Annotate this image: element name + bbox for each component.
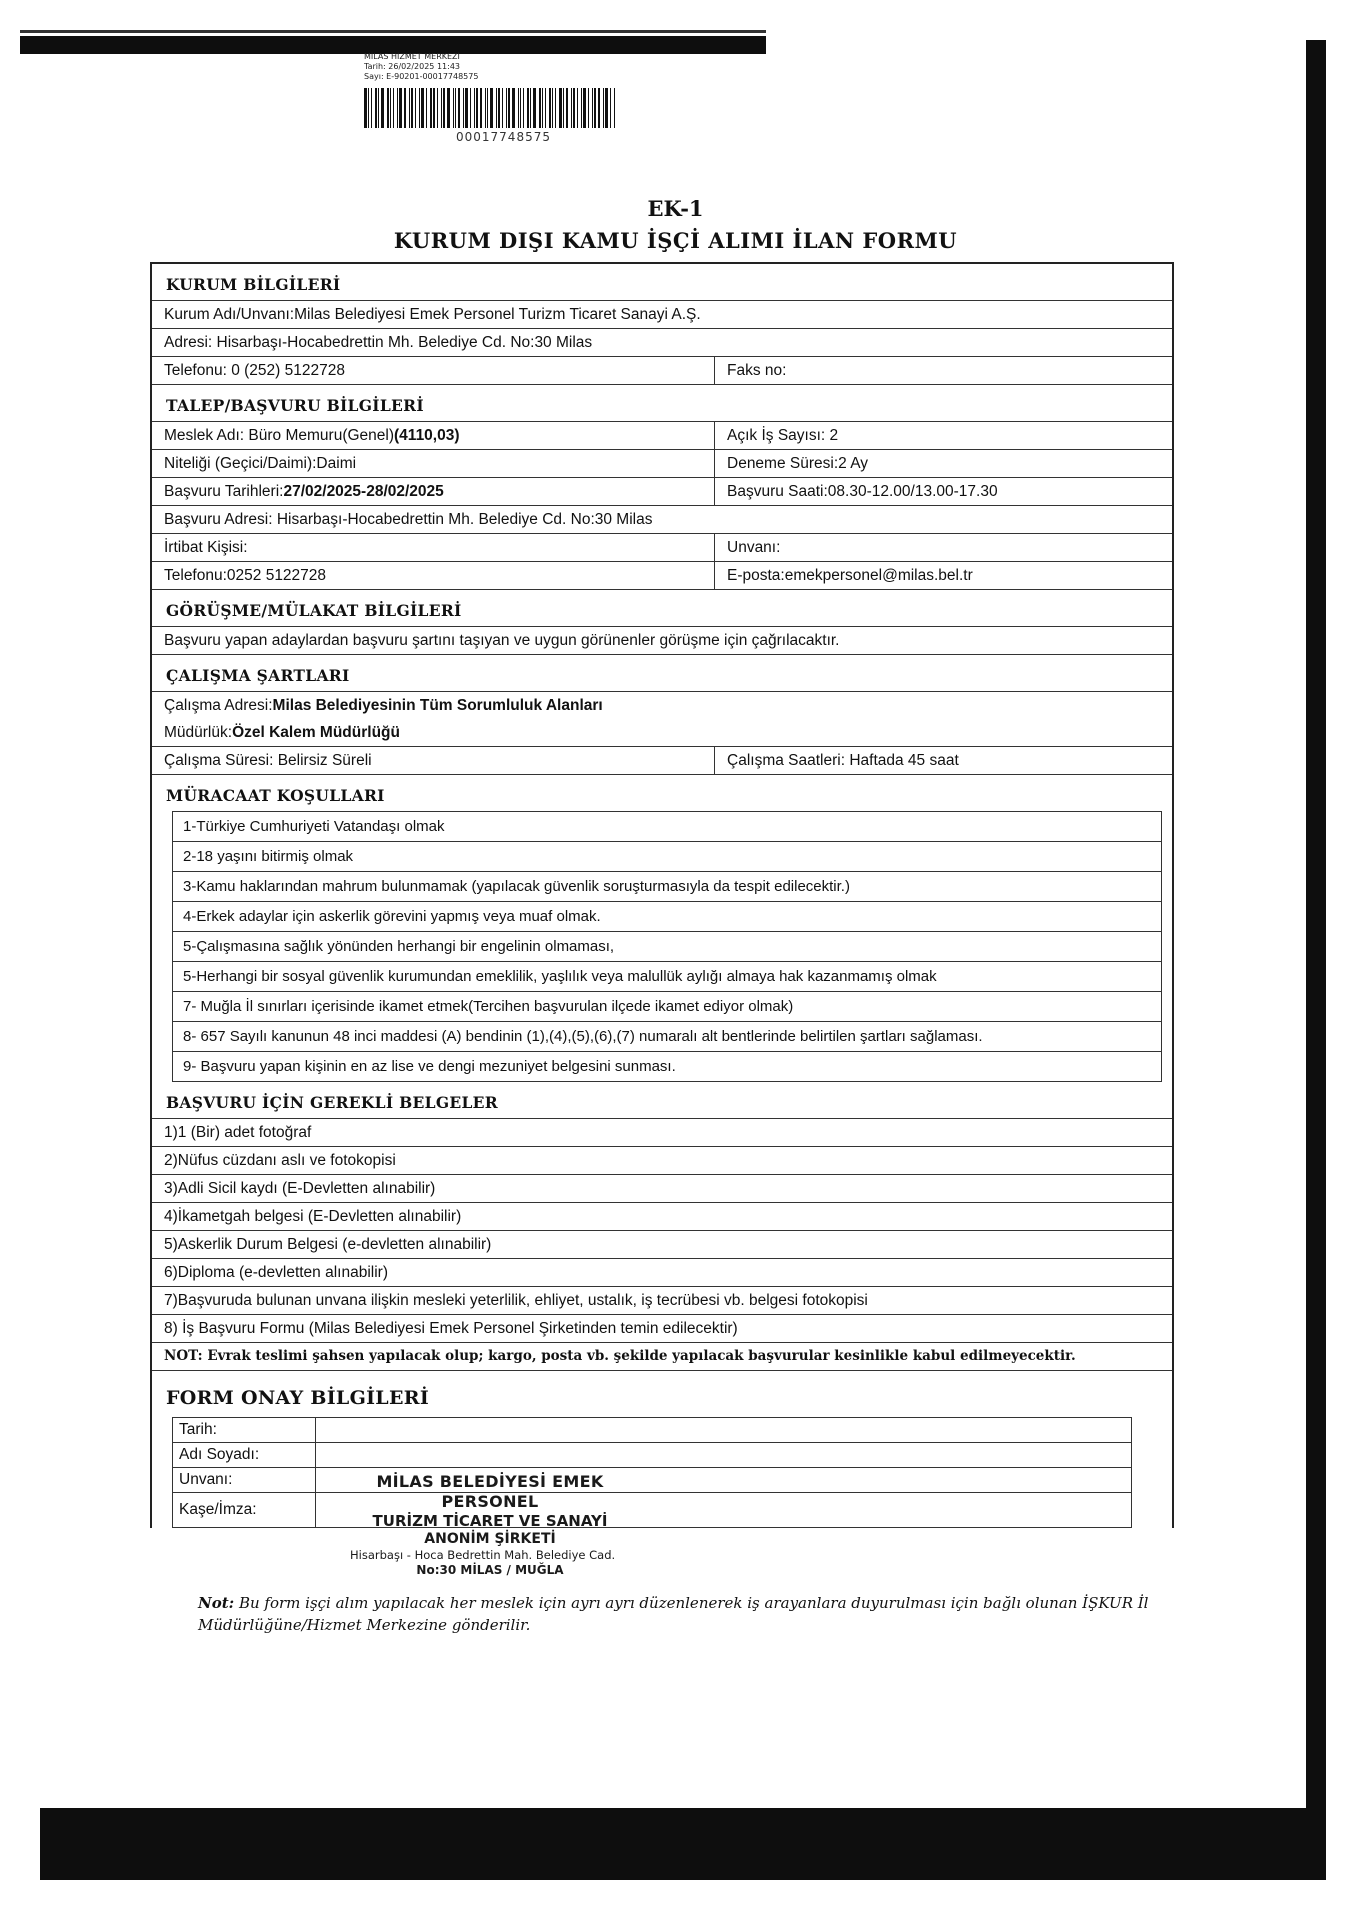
section-heading-belgeler: BAŞVURU İÇİN GEREKLİ BELGELER	[166, 1092, 498, 1112]
gorusme-text-row	[152, 627, 1172, 655]
talep-nitelik-row	[152, 450, 1172, 478]
talep-saati: Başvuru Saati:08.30-12.00/13.00-17.30	[727, 483, 998, 500]
list-item	[173, 962, 1161, 992]
barcode-bar	[441, 88, 442, 128]
condition-7: 7- Muğla İl sınırları içerisinde ikamet etmek(Tercihen başvurulan ilçede ikamet ediyor olmak)	[183, 998, 794, 1015]
barcode	[364, 88, 636, 128]
barcode-bar	[387, 88, 389, 128]
barcode-bar	[447, 88, 450, 128]
barcode-bar	[490, 88, 493, 128]
barcode-bar	[512, 88, 515, 128]
approval-date-label: Tarih:	[173, 1418, 316, 1442]
condition-9: 9- Başvuru yapan kişinin en az lise ve dengi mezuniyet belgesini sunması.	[183, 1058, 676, 1075]
page-title: EK-1	[647, 196, 704, 221]
document-1: 1)1 (Bir) adet fotoğraf	[164, 1124, 312, 1141]
barcode-bar	[577, 88, 578, 128]
scan-edge-top-line	[20, 30, 766, 33]
document-6: 6)Diploma (e-devletten alınabilir)	[164, 1264, 388, 1281]
gorusme-text: Başvuru yapan adaylardan başvuru şartını taşıyan ve uygun görünenler görüşme için çağrılacaktır.	[164, 632, 840, 649]
document-3: 3)Adli Sicil kaydı (E-Devletten alınabilir)	[164, 1180, 436, 1197]
barcode-bar	[378, 88, 379, 128]
barcode-bar	[437, 88, 438, 128]
meslek-label: Meslek Adı: Büro Memuru(Genel)	[164, 427, 395, 444]
seal-line-5: No:30 MİLAS / MUĞLA	[416, 1563, 564, 1577]
approval-table	[172, 1417, 1132, 1528]
seal-line-2: TURİZM TİCARET VE SANAYİ	[372, 1512, 608, 1530]
stamp-office: MİLAS HİZMET MERKEZİ	[364, 52, 460, 61]
barcode-bar	[520, 88, 521, 128]
tarih-label: Başvuru Tarihleri:	[164, 483, 284, 500]
document-5: 5)Askerlik Durum Belgesi (e-devletten alınabilir)	[164, 1236, 492, 1253]
document-8: 8) İş Başvuru Formu (Milas Belediyesi Emek Personel Şirketinden temin edilecektir)	[164, 1320, 738, 1337]
condition-1: 1-Türkiye Cumhuriyeti Vatandaşı olmak	[183, 818, 445, 835]
barcode-bar	[603, 88, 604, 128]
barcode-bar	[390, 88, 391, 128]
barcode-bar	[426, 88, 427, 128]
barcode-bar	[594, 88, 596, 128]
barcode-bar	[581, 88, 582, 128]
calisma-saat: Çalışma Saatleri: Haftada 45 saat	[727, 752, 959, 769]
approval-name-value	[316, 1443, 1131, 1467]
section-onay-header	[152, 1371, 1172, 1417]
approval-row	[173, 1493, 1131, 1528]
section-heading-calisma: ÇALIŞMA ŞARTLARI	[166, 665, 350, 685]
list-item	[152, 1147, 1172, 1175]
barcode-bar	[563, 88, 564, 128]
section-talep-header	[152, 385, 1172, 422]
barcode-bar	[463, 88, 464, 128]
barcode-bar	[598, 88, 600, 128]
footnote	[198, 1592, 1198, 1636]
condition-8: 8- 657 Sayılı kanunun 48 inci maddesi (A) bendinin (1),(4),(5),(6),(7) numaralı alt bentlerinde belirtilen şartları sağlaması.	[183, 1028, 983, 1045]
document-7: 7)Başvuruda bulunan unvana ilişkin mesleki yeterlilik, ehliyet, ustalık, iş tecrübesi vb. belgesi fotokopisi	[164, 1292, 868, 1309]
barcode-bar	[368, 88, 369, 128]
calisma-sure: Çalışma Süresi: Belirsiz Süreli	[152, 747, 715, 774]
section-gorusme-header	[152, 590, 1172, 627]
list-item	[152, 1175, 1172, 1203]
footnote-label: Not:	[198, 1594, 235, 1612]
belgeler-note-row	[152, 1343, 1172, 1371]
kurum-name-row	[152, 301, 1172, 329]
approval-seal-label: Kaşe/İmza:	[173, 1493, 316, 1527]
condition-2: 2-18 yaşını bitirmiş olmak	[183, 848, 354, 865]
seal-line-4: Hisarbaşı - Hoca Bedrettin Mah. Belediye Cad.	[350, 1548, 616, 1562]
approval-date-value	[316, 1418, 1131, 1442]
belgeler-note: NOT: Evrak teslimi şahsen yapılacak olup; kargo, posta vb. şekilde yapılacak başvurular kesinlikle kabul edilmeyecektir.	[164, 1348, 1076, 1364]
talep-tarih	[152, 478, 715, 505]
list-item	[152, 1203, 1172, 1231]
condition-5: 5-Çalışmasına sağlık yönünden herhangi bir engelinin olmaması,	[183, 938, 615, 955]
section-kurum-header	[152, 264, 1172, 301]
belgeler-list	[152, 1119, 1172, 1371]
barcode-bar	[496, 88, 497, 128]
talep-adres-row	[152, 506, 1172, 534]
section-muracaat-header	[152, 775, 1172, 811]
barcode-bar	[409, 88, 410, 128]
stamp-number: Sayı: E-90201-00017748575	[364, 72, 479, 81]
list-item	[152, 1287, 1172, 1315]
barcode-bar	[421, 88, 424, 128]
form-title: KURUM DIŞI KAMU İŞÇİ ALIMI İLAN FORMU	[393, 228, 958, 253]
talep-niteligi: Niteliği (Geçici/Daimi):Daimi	[152, 450, 715, 477]
talep-acik-is: Açık İş Sayısı: 2	[727, 427, 839, 444]
barcode-bar	[502, 88, 503, 128]
talep-telefon-row	[152, 562, 1172, 590]
barcode-bar	[559, 88, 562, 128]
barcode-bar	[453, 88, 454, 128]
seal-line-1: MİLAS BELEDİYESİ EMEK PERSONEL	[376, 1472, 604, 1511]
barcode-bar	[552, 88, 553, 128]
barcode-bar	[419, 88, 420, 128]
barcode-bar	[433, 88, 435, 128]
kurum-address: Adresi: Hisarbaşı-Hocabedrettin Mh. Belediye Cd. No:30 Milas	[164, 334, 593, 351]
barcode-bar	[480, 88, 482, 128]
calisma-adres-label: Çalışma Adresi:	[164, 697, 273, 714]
barcode-bar	[458, 88, 460, 128]
talep-tarih-row	[152, 478, 1172, 506]
calisma-sure-row	[152, 747, 1172, 775]
barcode-bar	[399, 88, 402, 128]
barcode-bar	[498, 88, 500, 128]
talep-telefon: Telefonu:0252 5122728	[152, 562, 715, 589]
talep-adres: Başvuru Adresi: Hisarbaşı-Hocabedrettin Mh. Belediye Cd. No:30 Milas	[164, 511, 653, 528]
meslek-code: (4110,03)	[394, 427, 460, 444]
barcode-bar	[530, 88, 531, 128]
barcode-bar	[506, 88, 507, 128]
barcode-bar	[470, 88, 471, 128]
approval-row	[173, 1418, 1131, 1443]
barcode-bar	[573, 88, 575, 128]
list-item	[173, 812, 1161, 842]
calisma-mudurluk-row	[152, 719, 1172, 747]
barcode-bar	[411, 88, 413, 128]
barcode-number: 00017748575	[456, 130, 551, 144]
barcode-bar	[539, 88, 541, 128]
condition-3: 3-Kamu haklarından mahrum bulunmamak (yapılacak güvenlik soruşturmasıyla da tespit edilecektir.)	[183, 878, 850, 895]
kurum-address-row	[152, 329, 1172, 357]
document-4: 4)İkametgah belgesi (E-Devletten alınabilir)	[164, 1208, 462, 1225]
talep-irtibat-row	[152, 534, 1172, 562]
list-item	[152, 1259, 1172, 1287]
barcode-bar	[404, 88, 406, 128]
section-heading-kurum: KURUM BİLGİLERİ	[166, 274, 341, 294]
barcode-bar	[605, 88, 608, 128]
barcode-bar	[566, 88, 568, 128]
barcode-bar	[455, 88, 456, 128]
barcode-bar	[393, 88, 394, 128]
list-item	[173, 842, 1161, 872]
calisma-mudurluk	[152, 719, 1172, 746]
footnote-text: Bu form işçi alım yapılacak her meslek için ayrı ayrı düzenlenerek iş arayanlara duyurulması için bağlı olunan İŞKUR İl Müdürlüğüne/Hizmet Merkezine gönderilir.	[198, 1594, 1149, 1634]
kurum-name: Kurum Adı/Unvanı:Milas Belediyesi Emek Personel Turizm Ticaret Sanayi A.Ş.	[164, 306, 701, 323]
barcode-bar	[610, 88, 611, 128]
mudurluk-value: Özel Kalem Müdürlüğü	[232, 724, 400, 741]
barcode-bar	[375, 88, 377, 128]
list-item	[173, 992, 1161, 1022]
list-item	[152, 1119, 1172, 1147]
barcode-bar	[523, 88, 524, 128]
condition-6: 5-Herhangi bir sosyal güvenlik kurumundan emeklilik, yaşlılık veya malullük aylığı almaya hak kazanmamış olmak	[183, 968, 937, 985]
barcode-bar	[465, 88, 468, 128]
barcode-bar	[415, 88, 416, 128]
barcode-bar	[527, 88, 529, 128]
section-belgeler-header	[152, 1082, 1172, 1119]
calisma-adres-row	[152, 692, 1172, 719]
barcode-bar	[474, 88, 475, 128]
approval-title-label: Unvanı:	[173, 1468, 316, 1492]
talep-meslek-row	[152, 422, 1172, 450]
barcode-bar	[545, 88, 546, 128]
barcode-bar	[583, 88, 586, 128]
approval-name-label: Adı Soyadı:	[173, 1443, 316, 1467]
barcode-bar	[588, 88, 589, 128]
list-item	[173, 902, 1161, 932]
talep-deneme: Deneme Süresi:2 Ay	[727, 455, 869, 472]
barcode-bar	[555, 88, 556, 128]
barcode-bar	[381, 88, 384, 128]
barcode-bar	[571, 88, 572, 128]
kurum-phone: Telefonu: 0 (252) 5122728	[152, 357, 715, 384]
barcode-bar	[614, 88, 615, 128]
mudurluk-label: Müdürlük:	[164, 724, 233, 741]
list-item	[173, 1022, 1161, 1052]
list-item	[173, 872, 1161, 902]
barcode-bar	[592, 88, 593, 128]
approval-row	[173, 1443, 1131, 1468]
barcode-bar	[443, 88, 445, 128]
barcode-bar	[476, 88, 478, 128]
scan-edge-right	[1306, 40, 1326, 1880]
talep-irtibat: İrtibat Kişisi:	[152, 534, 715, 561]
list-item	[173, 1052, 1161, 1082]
company-seal	[330, 1472, 650, 1577]
section-calisma-header	[152, 655, 1172, 692]
condition-4: 4-Erkek adaylar için askerlik görevini yapmış veya muaf olmak.	[183, 908, 601, 925]
kurum-contact-row	[152, 357, 1172, 385]
section-heading-muracaat: MÜRACAAT KOŞULLARI	[166, 785, 385, 805]
section-heading-gorusme: GÖRÜŞME/MÜLAKAT BİLGİLERİ	[166, 600, 462, 620]
section-heading-talep: TALEP/BAŞVURU BİLGİLERİ	[166, 395, 424, 415]
scan-edge-bottom	[40, 1808, 1326, 1880]
list-item	[152, 1315, 1172, 1343]
barcode-bar	[485, 88, 486, 128]
announcement-form	[150, 262, 1174, 1528]
barcode-bar	[549, 88, 551, 128]
kurum-fax: Faks no:	[727, 362, 787, 379]
barcode-bar	[364, 88, 367, 128]
barcode-bar	[371, 88, 372, 128]
registry-stamp	[364, 52, 654, 144]
barcode-bar	[542, 88, 543, 128]
section-heading-onay: FORM ONAY BİLGİLERİ	[166, 1387, 430, 1409]
barcode-bar	[508, 88, 510, 128]
talep-unvani: Unvanı:	[727, 539, 781, 556]
barcode-bar	[487, 88, 488, 128]
muracaat-list	[172, 811, 1162, 1082]
barcode-bar	[397, 88, 398, 128]
barcode-bar	[430, 88, 432, 128]
document-2: 2)Nüfus cüzdanı aslı ve fotokopisi	[164, 1152, 396, 1169]
list-item	[152, 1231, 1172, 1259]
calisma-adres	[152, 692, 1172, 719]
barcode-bar	[533, 88, 536, 128]
barcode-bar	[518, 88, 519, 128]
calisma-adres-value: Milas Belediyesinin Tüm Sorumluluk Alanları	[272, 697, 603, 714]
stamp-date: Tarih: 26/02/2025 11:43	[364, 62, 460, 71]
list-item	[173, 932, 1161, 962]
approval-row	[173, 1468, 1131, 1493]
tarih-value: 27/02/2025-28/02/2025	[283, 483, 444, 500]
talep-meslek	[152, 422, 715, 449]
seal-line-3: ANONİM ŞİRKETİ	[424, 1531, 556, 1547]
talep-eposta: E-posta:emekpersonel@milas.bel.tr	[727, 567, 973, 584]
